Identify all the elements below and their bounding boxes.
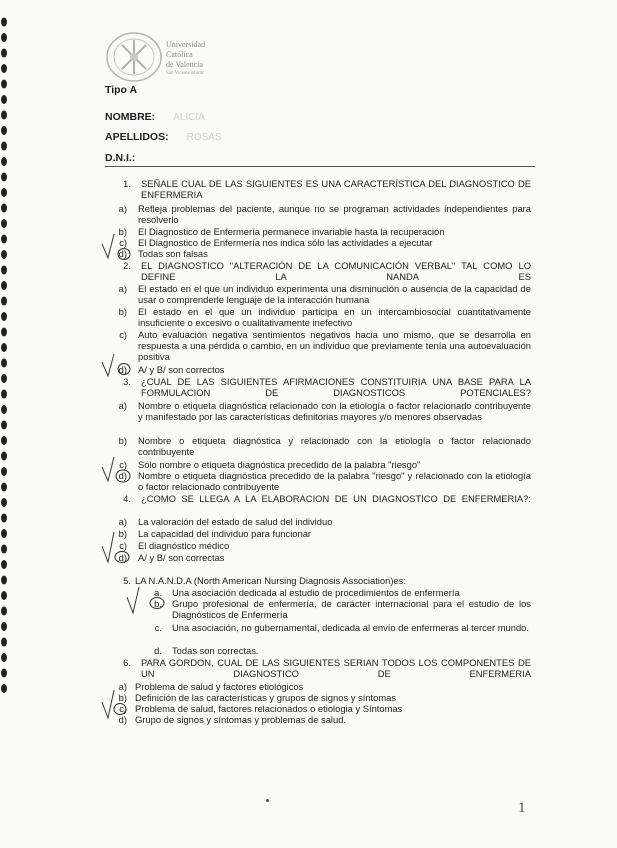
binder-hole: [1, 483, 7, 492]
binder-hole: [1, 204, 7, 213]
binder-hole: [1, 607, 7, 616]
binder-hole: [1, 235, 7, 244]
binder-hole: [1, 188, 7, 197]
option-text: Auto evaluación negativa sentimientos negativos hacia uno mismo, que se desarrolla en respuesta a una pérdida o cambio, en un individuo que previamente tenía una autoevaluación positiva: [138, 329, 531, 362]
binder-hole: [1, 64, 7, 73]
question-number: 4.: [123, 493, 131, 504]
handwritten-check-q3: [100, 455, 140, 485]
option-label: a): [118, 681, 127, 692]
option-text: Sólo nombre o etiqueta diagnóstica precedido de la palabra "riesgo": [138, 459, 421, 470]
option-text: Refleja problemas del paciente, aunque no se programan actividades independientes para resolverlo: [138, 203, 531, 225]
option-text: Nombre o etiqueta diagnóstica precedido de la palabra "riesgo" y relacionado con la etiología o factor relacionado contribuyente: [138, 470, 531, 492]
question-text: PARA GORDON, CUAL DE LAS SIGUIENTES SERIAN TODOS LOS COMPONENTES DE UN DIAGNOSTICO DE ENFERMERIA: [141, 657, 531, 679]
binder-hole: [1, 142, 7, 151]
binder-hole: [1, 374, 7, 383]
option-text: El Diagnostico de Enfermería permanece invariable hasta la recuperación: [138, 226, 445, 237]
option-label: c): [119, 703, 127, 714]
binder-hole: [1, 312, 7, 321]
option-text: A/ y B/ son correctos: [138, 364, 225, 375]
university-line: Universidad: [166, 40, 206, 49]
apellidos-value: ROSAS: [186, 132, 222, 143]
binder-hole: [1, 405, 7, 414]
option-label: b.: [154, 598, 162, 609]
option-text: Una asociación, no gubernamental, dedicada al envío de enfermeras al tercer mundo.: [172, 622, 529, 633]
question-number: 3.: [123, 376, 131, 387]
option-label: b): [118, 528, 127, 539]
handwritten-check-q4: [100, 530, 140, 566]
option-text: A/ y B/ son correctas: [138, 552, 225, 563]
binder-hole: [1, 390, 7, 399]
tipo-label: Tipo A: [105, 84, 138, 96]
option-label: c): [119, 540, 127, 551]
university-line: Católica: [166, 50, 193, 59]
option-text: Una asociación dedicada al estudio de procedimientos de enfermería: [172, 587, 460, 598]
handwritten-check-q5: [125, 585, 175, 617]
option-text: El diagnóstico médico: [138, 540, 230, 551]
option-label: b): [118, 435, 127, 446]
binder-hole: [1, 281, 7, 290]
option-label: c): [119, 329, 127, 340]
option-text: Grupo profesional de enfermería, de carácter internacional para el estudio de los Diagnósticos de Enfermería: [172, 598, 531, 620]
binder-holes: [0, 0, 12, 848]
binder-hole: [1, 250, 7, 259]
binder-hole: [1, 49, 7, 58]
apellidos-label: APELLIDOS:: [105, 131, 169, 143]
question-text: LA N.A.N.D.A (North American Nursing Diagnosis Association)es:: [135, 575, 406, 586]
option-label: d): [118, 552, 127, 563]
option-text: Nombre o etiqueta diagnóstica y relacionado con la etiología o factor relacionado contribuyente: [138, 435, 531, 457]
nombre-value: ALICIA: [173, 112, 205, 123]
option-label: c.: [154, 622, 162, 633]
binder-hole: [1, 421, 7, 430]
binder-hole: [1, 529, 7, 538]
option-label: c): [119, 459, 127, 470]
university-name: [166, 40, 246, 77]
option-text: Problema de salud, factores relacionados o etiologia y Síntomas: [135, 703, 403, 714]
binder-hole: [1, 95, 7, 104]
option-label: a): [118, 400, 127, 411]
question-text: ¿COMO SE LLEGA A LA ELABORACION DE UN DIAGNOSTICO DE ENFERMERIA?:: [141, 493, 531, 504]
question-number: 5.: [123, 575, 131, 586]
binder-hole: [1, 545, 7, 554]
binder-hole: [1, 467, 7, 476]
question-number: 1.: [123, 178, 131, 189]
apellidos-field: [105, 131, 222, 143]
binder-hole: [1, 514, 7, 523]
question-number: 6.: [123, 657, 131, 668]
binder-hole: [1, 359, 7, 368]
binder-hole: [1, 297, 7, 306]
option-label: d): [118, 248, 127, 259]
handwritten-check-q2: [100, 352, 140, 380]
question-number: 2.: [123, 260, 131, 271]
binder-hole: [1, 638, 7, 647]
option-text: El estado en el que un individuo participa en un intercambiosocial cuantitativamente insuficiente o excesivo o cualitativamente inefectivo: [138, 306, 531, 328]
binder-hole: [1, 498, 7, 507]
option-text: Problema de salud y factores etiológicos: [135, 681, 304, 692]
option-label: a.: [154, 587, 162, 598]
handwritten-check-q1: [100, 232, 140, 262]
binder-hole: [1, 669, 7, 678]
option-label: b): [118, 306, 127, 317]
ink-dot: [266, 799, 269, 802]
option-label: b): [118, 692, 127, 703]
binder-hole: [1, 560, 7, 569]
binder-hole: [1, 126, 7, 135]
binder-hole: [1, 684, 7, 693]
option-label: c): [119, 237, 127, 248]
binder-hole: [1, 591, 7, 600]
option-label: b): [118, 226, 127, 237]
option-text: El estado en el que un individuo experimenta una disminución o ausencia de la capacidad de usar o comprenderle lenguaje de la interacción humana: [138, 283, 531, 305]
option-text: Definición de las características y grupos de signos y síntomas: [135, 692, 397, 703]
question-text: ¿CUAL DE LAS SIGUIENTES AFIRMACIONES CONSTITUIRIA UNA BASE PARA LA FORMULACION DE DIAGNOSTICOS POTENCIALES?: [141, 376, 531, 398]
binder-hole: [1, 18, 7, 27]
binder-hole: [1, 436, 7, 445]
option-label: d): [118, 364, 127, 375]
option-text: La capacidad del individuo para funcionar: [138, 528, 312, 539]
university-seal-logo: [104, 30, 164, 85]
option-label: a): [118, 516, 127, 527]
binder-hole: [1, 157, 7, 166]
binder-hole: [1, 80, 7, 89]
binder-hole: [1, 266, 7, 275]
binder-hole: [1, 219, 7, 228]
binder-hole: [1, 622, 7, 631]
option-text: Grupo de signos y síntomas y problemas de salud.: [135, 714, 347, 725]
option-text: Todas son correctas.: [172, 645, 259, 656]
option-text: La valoración del estado de salud del individuo: [138, 516, 333, 527]
binder-hole: [1, 33, 7, 42]
option-label: a): [118, 283, 127, 294]
option-label: d): [118, 714, 127, 725]
page-number: 1: [518, 800, 526, 816]
binder-hole: [1, 576, 7, 585]
option-label: a): [118, 203, 127, 214]
binder-hole: [1, 173, 7, 182]
binder-hole: [1, 452, 7, 461]
option-label: d.: [154, 645, 162, 656]
binder-hole: [1, 328, 7, 337]
handwritten-check-q6: [100, 688, 140, 722]
binder-hole: [1, 653, 7, 662]
option-text: El Diagnostico de Enfermería nos indica sólo las actividades a ejecutar: [138, 237, 433, 248]
binder-hole: [1, 111, 7, 120]
question-text: SEÑALE CUAL DE LAS SIGUIENTES ES UNA CARACTERÍSTICA DEL DIAGNOSTICO DE ENFERMERIA: [141, 178, 531, 200]
dni-label: D.N.I.:: [105, 152, 136, 164]
university-line: de Valencia: [166, 60, 203, 69]
nombre-label: NOMBRE:: [105, 111, 156, 123]
binder-hole: [1, 343, 7, 352]
header-divider: [105, 166, 535, 167]
option-label: d): [118, 470, 127, 481]
question-text: EL DIAGNOSTICO "ALTERACIÓN DE LA COMUNICACIÓN VERBAL" TAL COMO LO DEFINE LA NANDA ES: [141, 260, 531, 282]
option-text: Todas son falsas: [138, 248, 208, 259]
option-text: Nombre o etiqueta diagnóstica relacionado con la etiología o factor relacionado contribuyente y manifestado por las características definitorias mayores y/o menores observadas: [138, 400, 531, 422]
nombre-field: [105, 111, 205, 123]
university-subtitle: San Vicente Mártir: [166, 71, 204, 76]
